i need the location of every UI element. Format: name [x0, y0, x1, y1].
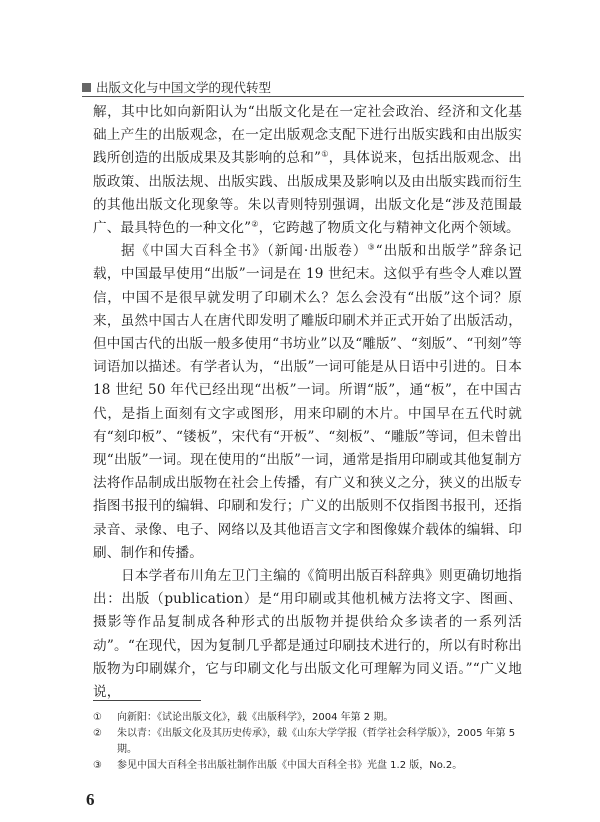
footnote-1-text: 向新阳：《试论出版文化》，载《出版科学》，2004 年第 2 期。	[117, 712, 394, 723]
footnote-1-number: ①	[93, 712, 102, 723]
paragraph-3	[93, 565, 522, 704]
paragraph-2-text-b: “出版和出版学”辞条记载，中国最早使用“出版”一词是在 19 世纪末。这似乎有些令人难以置信，中国不是很早就发明了印刷术么？怎么会没有“出版”这个词？原来，虽然中国古人在唐代即发明了雕版印刷术并正式开始了出版活动，但中国古代的出版一般多使用“书坊业”以及“雕版”、“刻版”、“刊刻”等词语加以描述。有学者认为，“出版”一词可能是从日语中引进的。日本 18 世纪 50 年代已经出现“出板”一词。所谓“版”，通“板”，在中国古代，是指上面刻有文字或图形，用来印刷的木片。中国早在五代时就有“刻印板”、“镂板”，宋代有“开板”、“刻板”、“雕版”等词，但未曾出现“出版”一词。现在使用的“出版”一词，通常是指用印刷或其他复制方法将作品制成出版物在社会上传播，有广义和狭义之分，狭义的出版专指图书报刊的编辑、印刷和发行；广义的出版则不仅指图书报刊，还指录音、录像、电子、网络以及其他语言文字和图像媒介载体的编辑、印刷、制作和传播。	[93, 243, 522, 561]
paragraph-1	[93, 101, 522, 240]
paragraph-1-text-c: ，它跨越了物质文化与精神文化两个领域。	[258, 220, 520, 237]
paragraph-2-text-a: 据《中国大百科全书》（新闻·出版卷）	[121, 243, 368, 260]
footnotes	[93, 710, 523, 774]
paragraph-1-text-b: ，具体说来，包括出版观念、出版政策、出版法规、出版实践、出版成果及影响以及由出版实践而衍生的其他出版文化现象等。朱以青则特别强调，出版文化是“涉及范围最广、最具特色的一种文化”	[93, 150, 522, 237]
footnote-ref-1: ①	[321, 149, 329, 159]
footnote-rule	[93, 700, 201, 701]
footnote-3-number: ③	[93, 760, 102, 771]
running-header	[82, 78, 271, 96]
footnote-ref-2: ②	[251, 219, 259, 229]
body-text	[93, 101, 522, 704]
footnote-2	[93, 726, 523, 758]
header-square-mark	[82, 83, 91, 92]
footnote-3-text: 参见中国大百科全书出版社制作出版《中国大百科全书》光盘 1.2 版，No.2。	[117, 760, 463, 771]
page-number: 6	[86, 790, 95, 809]
running-title: 出版文化与中国文学的现代转型	[96, 80, 272, 95]
header-rule	[82, 96, 524, 97]
footnote-ref-3: ③	[367, 242, 376, 252]
paragraph-2	[93, 240, 522, 565]
footnote-3	[93, 758, 523, 774]
paragraph-3-text: 日本学者布川角左卫门主编的《简明出版百科辞典》则更确切地指出：出版（publication）是“用印刷或其他机械方法将文字、图画、摄影等作品复制成各种形式的出版物并提供给众多读者的一系列活动”。“在现代，因为复制几乎都是通过印刷技术进行的，所以有时称出版物为印刷媒介，它与印刷文化与出版文化可理解为同义语。”“广义地说，	[93, 568, 522, 701]
footnote-2-text: 朱以青：《出版文化及其历史传承》，载《山东大学学报（哲学社会科学版）》，2005 年第 5 期。	[117, 728, 516, 755]
footnote-2-number: ②	[93, 728, 102, 739]
paragraph-1-text-a: 解，其中比如向新阳认为“出版文化是在一定社会政治、经济和文化基础上产生的出版观念，在一定出版观念支配下进行出版实践和由出版实践所创造的出版成果及其影响的总和”	[93, 104, 522, 167]
footnote-1	[93, 710, 523, 726]
